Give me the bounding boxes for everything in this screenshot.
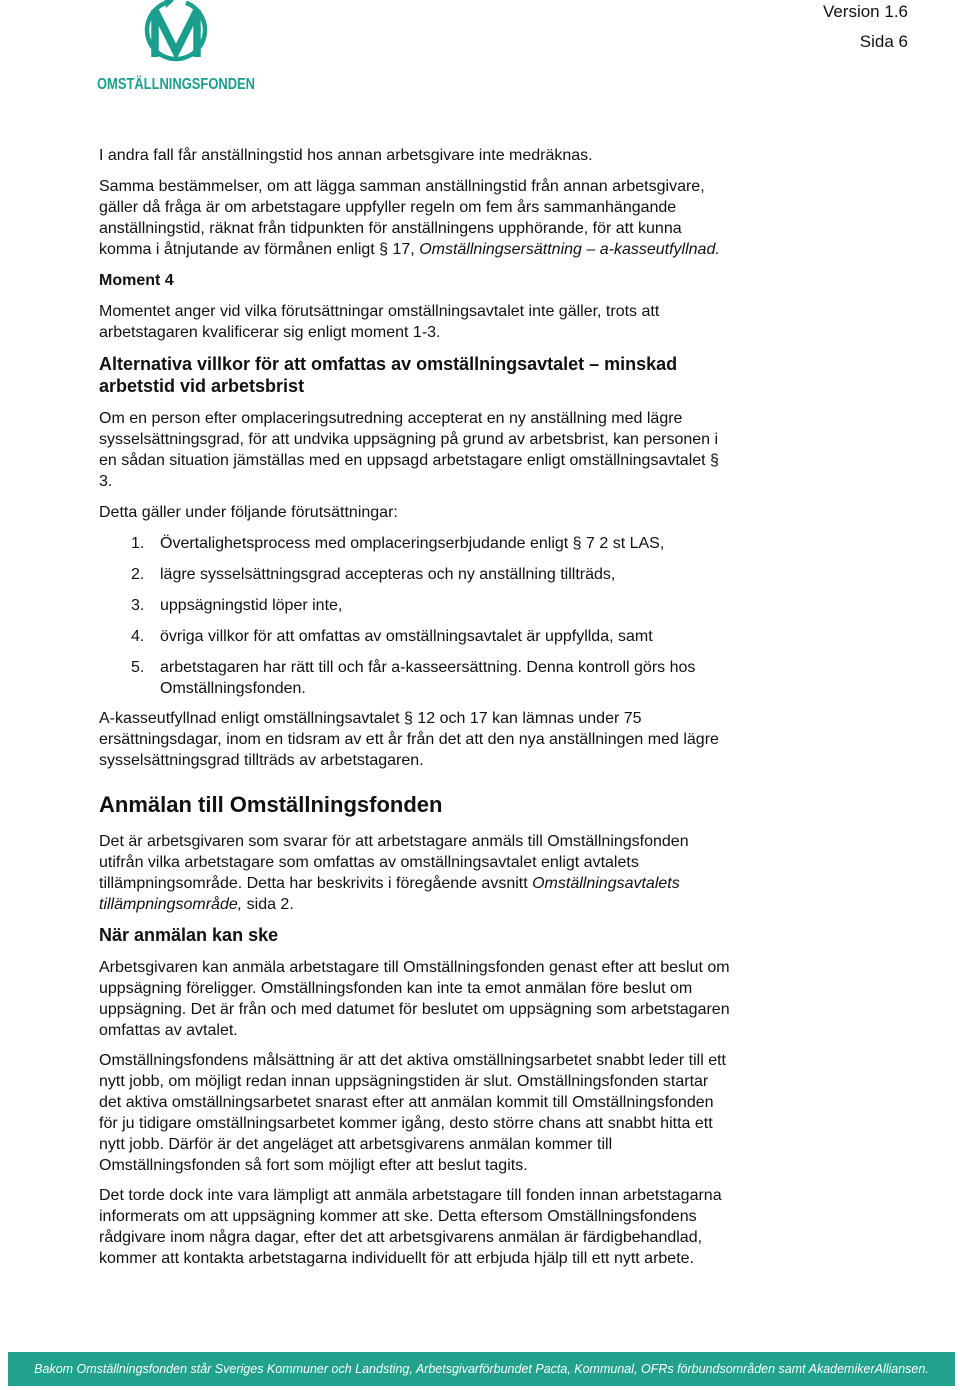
intro-paragraph-1 <box>99 145 919 166</box>
list-item <box>131 657 919 699</box>
nar-paragraph-3 <box>99 1185 919 1269</box>
nar-paragraph-2 <box>99 1050 919 1176</box>
document-version: Version 1.6 <box>822 2 908 21</box>
footer-band <box>8 1352 955 1386</box>
text-line: omfattas av avtalet. <box>99 1021 238 1039</box>
list-number: 3. <box>131 596 145 614</box>
italic-reference: Omställningsavtalets <box>532 874 680 892</box>
text-line: anställningstid, räknat från tidpunkten för anställningens upphörande, för att kunna <box>99 219 682 237</box>
list-number: 4. <box>131 627 145 645</box>
text-line: nytt jobb, om möjligt redan innan uppsägningstiden är slut. Omställningsfonden startar <box>99 1072 709 1090</box>
text-line: nytt jobb. Därför är det angeläget att arbetsgivarens anmälan kommer till <box>99 1135 613 1153</box>
alternativa-paragraph-1 <box>99 408 919 492</box>
anmalan-heading: Anmälan till Omställningsfonden <box>99 792 443 817</box>
list-item-text: Omställningsfonden. <box>160 679 306 697</box>
text-line: en sådan situation jämställas med en uppsagd arbetstagare enligt omställningsavtalet § <box>99 451 719 469</box>
text-line: Omställningsfondens målsättning är att det aktiva omställningsarbetet snabbt leder till ett <box>99 1051 726 1069</box>
footer-text: Bakom Omställningsfonden står Sveriges Kommuner och Landsting, Arbetsgivarförbundet Pacta, Kommunal, OFRs förbundsområden samt AkademikerAlliansen. <box>34 1362 929 1376</box>
nar-paragraph-1 <box>99 957 919 1041</box>
text-line-mixed <box>99 873 919 894</box>
list-item <box>131 533 919 554</box>
text-line: det aktiva omställningsarbetet snarast efter att anmälan kommit till Omställningsfonden <box>99 1093 714 1111</box>
text-line: Om en person efter omplaceringsutredning accepterat en ny anställning med lägre <box>99 409 683 427</box>
list-item-text: lägre sysselsättningsgrad accepteras och ny anställning tillträds, <box>160 565 616 583</box>
text-line: Arbetsgivaren kan anmäla arbetstagare till Omställningsfonden genast efter att beslut om <box>99 958 730 976</box>
alternativa-paragraph-2 <box>99 502 919 523</box>
text-line: 3. <box>99 472 113 490</box>
text-line: I andra fall får anställningstid hos annan arbetsgivare inte medräknas. <box>99 146 593 164</box>
anmalan-paragraph <box>99 831 919 915</box>
list-item <box>131 626 919 647</box>
text-line: informerats om att uppsägning kommer att ske. Detta eftersom Omställningsfondens <box>99 1207 697 1225</box>
text-line: sysselsättningsgrad, för att undvika uppsägning på grund av arbetsbrist, kan personen i <box>99 430 719 448</box>
intro-paragraph-2 <box>99 176 919 260</box>
list-number: 5. <box>131 658 145 676</box>
text-line: för ju tidigare omställningsarbetet kommer igång, desto större chans att snabbt hitta ett <box>99 1114 713 1132</box>
text-line: Samma bestämmelser, om att lägga samman anställningstid från annan arbetsgivare, <box>99 177 705 195</box>
text-line: Momentet anger vid vilka förutsättningar omställningsavtalet inte gäller, trots att <box>99 302 660 320</box>
conditions-list <box>99 533 919 699</box>
alternativa-heading <box>99 353 919 397</box>
omstallningsfonden-logo-icon <box>96 0 293 93</box>
text-line: Det torde dock inte vara lämpligt att anmäla arbetstagare till fonden innan arbetstagarna <box>99 1186 722 1204</box>
moment-4-heading: Moment 4 <box>99 271 174 289</box>
list-item <box>131 595 919 616</box>
alternativa-paragraph-3 <box>99 708 919 771</box>
text-line: gäller då fråga är om arbetstagare uppfyller regeln om fem års sammanhängande <box>99 198 677 216</box>
list-item-text: övriga villkor för att omfattas av omställningsavtalet är uppfyllda, samt <box>160 627 653 645</box>
logo-wordmark: OMSTÄLLNINGSFONDEN <box>97 76 293 93</box>
italic-reference: tillämpningsområde, <box>99 895 243 913</box>
list-item-text: arbetstagaren har rätt till och får a-kasseersättning. Denna kontroll görs hos <box>160 658 696 676</box>
heading-line: arbetstid vid arbetsbrist <box>99 375 305 396</box>
moment-4-paragraph <box>99 301 919 343</box>
text-segment: komma i åtnjutande av förmånen enligt § 17, <box>99 240 420 258</box>
list-item <box>131 564 919 585</box>
text-line: uppsägning. Det är från och med datumet för beslutet om uppsägning som arbetstagaren <box>99 1000 730 1018</box>
text-line: utifrån vilka arbetstagare som omfattas av omställningsavtalet enligt avtalets <box>99 853 639 871</box>
text-line: Omställningsfonden så fort som möjligt efter att beslut tagits. <box>99 1156 528 1174</box>
text-line: Detta gäller under följande förutsättningar: <box>99 503 398 521</box>
text-line: ersättningsdagar, inom en tidsram av ett år från det att den nya anställningen med lägre <box>99 730 719 748</box>
list-number: 2. <box>131 565 145 583</box>
text-line: A-kasseutfyllnad enligt omställningsavtalet § 12 och 17 kan lämnas under 75 <box>99 709 642 727</box>
text-line: arbetstagaren kvalificerar sig enligt moment 1-3. <box>99 323 441 341</box>
heading-line: Alternativa villkor för att omfattas av omställningsavtalet – minskad <box>99 353 678 374</box>
list-number: 1. <box>131 534 145 552</box>
text-line: kommer att kontakta arbetstagarna individuellt för att erbjuda hjälp till ett nytt arbete. <box>99 1249 694 1267</box>
italic-reference: Omställningsersättning – a-kasseutfyllnad. <box>419 240 720 258</box>
text-line: rådgivare inom några dagar, efter det att arbetsgivarens anmälan är färdigbehandlad, <box>99 1228 703 1246</box>
document-body <box>99 145 919 1269</box>
logo <box>96 0 293 93</box>
text-line: sysselsättningsgrad tillträds av arbetstagaren. <box>99 751 424 769</box>
list-item-text: Övertalighetsprocess med omplaceringserbjudande enligt § 7 2 st LAS, <box>160 534 665 552</box>
text-line: uppsägning föreligger. Omställningsfonden kan inte ta emot anmälan före beslut om <box>99 979 693 997</box>
nar-heading: När anmälan kan ske <box>99 925 279 945</box>
text-segment: sida 2. <box>242 895 294 913</box>
text-line-mixed <box>99 239 919 260</box>
page-number: Sida 6 <box>859 32 908 51</box>
text-line: Det är arbetsgivaren som svarar för att arbetstagare anmäls till Omställningsfonden <box>99 832 689 850</box>
text-segment: tillämpningsområde. Detta har beskrivits i föregående avsnitt <box>99 874 533 892</box>
list-item-text: uppsägningstid löper inte, <box>160 596 343 614</box>
text-line-mixed <box>99 894 919 915</box>
